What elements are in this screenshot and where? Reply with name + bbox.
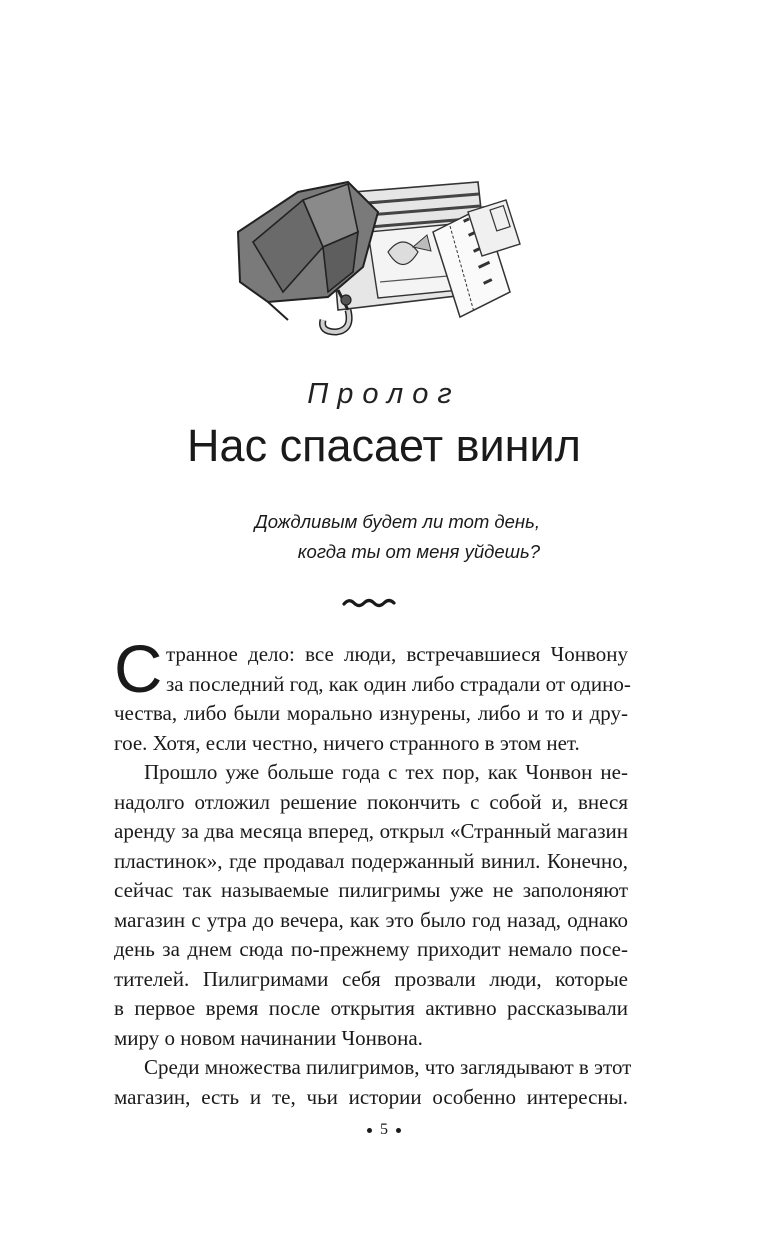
epigraph (100, 507, 540, 567)
page-number (0, 1121, 768, 1139)
text-line: гое. Хотя, если честно, ничего странного в этом нет. (114, 730, 580, 755)
wavy-ornament-icon (342, 596, 398, 610)
text-line: чества, либо были морально изнурены, либо и то и дру- (114, 701, 628, 725)
umbrella-drawing (238, 182, 378, 332)
text-line: магазин с утра до вечера, как это было год назад, однако (114, 907, 628, 932)
folio-dot-left (367, 1128, 372, 1133)
text-line: Прошло уже больше года с тех пор, как Чонвон не- (144, 760, 628, 784)
dropcap-letter: С (114, 632, 163, 707)
text-line: аренду за два месяца вперед, открыл «Странный магазин (114, 819, 628, 843)
chapter-pre-title: Пролог (307, 378, 461, 410)
epigraph-line: когда ты от меня уйдешь? (297, 541, 540, 562)
text-line: тителей. Пилигримами себя прозвали люди, которые (114, 966, 628, 991)
page-number-value: 5 (380, 1121, 388, 1138)
paragraph (114, 758, 628, 1053)
body-text (114, 632, 632, 1112)
text-line: магазин, есть и те, чьи истории особенно интересны. (114, 1084, 628, 1109)
text-line: Среди множества пилигримов, что заглядывают в этот (144, 1055, 632, 1079)
text-line: в первое время после открытия активно рассказывали (114, 996, 628, 1020)
epigraph-line: Дождливым будет ли тот день, (254, 511, 540, 532)
umbrella-and-tickets-illustration (228, 172, 528, 347)
text-line: пластинок», где продавал подержанный винил. Конечно, (114, 848, 628, 873)
text-line: день за днем сюда по-прежнему приходит немало посе- (114, 937, 628, 961)
text-line: надолго отложил решение покончить с собой и, внеся (114, 789, 628, 814)
chapter-title: Нас спасает винил (187, 420, 581, 471)
text-line: транное дело: все люди, встречавшиеся Чонвону (166, 642, 628, 666)
paragraph (114, 1053, 632, 1112)
text-line: за последний год, как один либо страдали от одино- (166, 671, 631, 696)
text-line: сейчас так называемые пилигримы уже не заполоняют (114, 878, 628, 902)
folio-dot-right (396, 1128, 401, 1133)
text-line: миру о новом начинании Чонвона. (114, 1025, 423, 1050)
paragraph (114, 632, 631, 758)
